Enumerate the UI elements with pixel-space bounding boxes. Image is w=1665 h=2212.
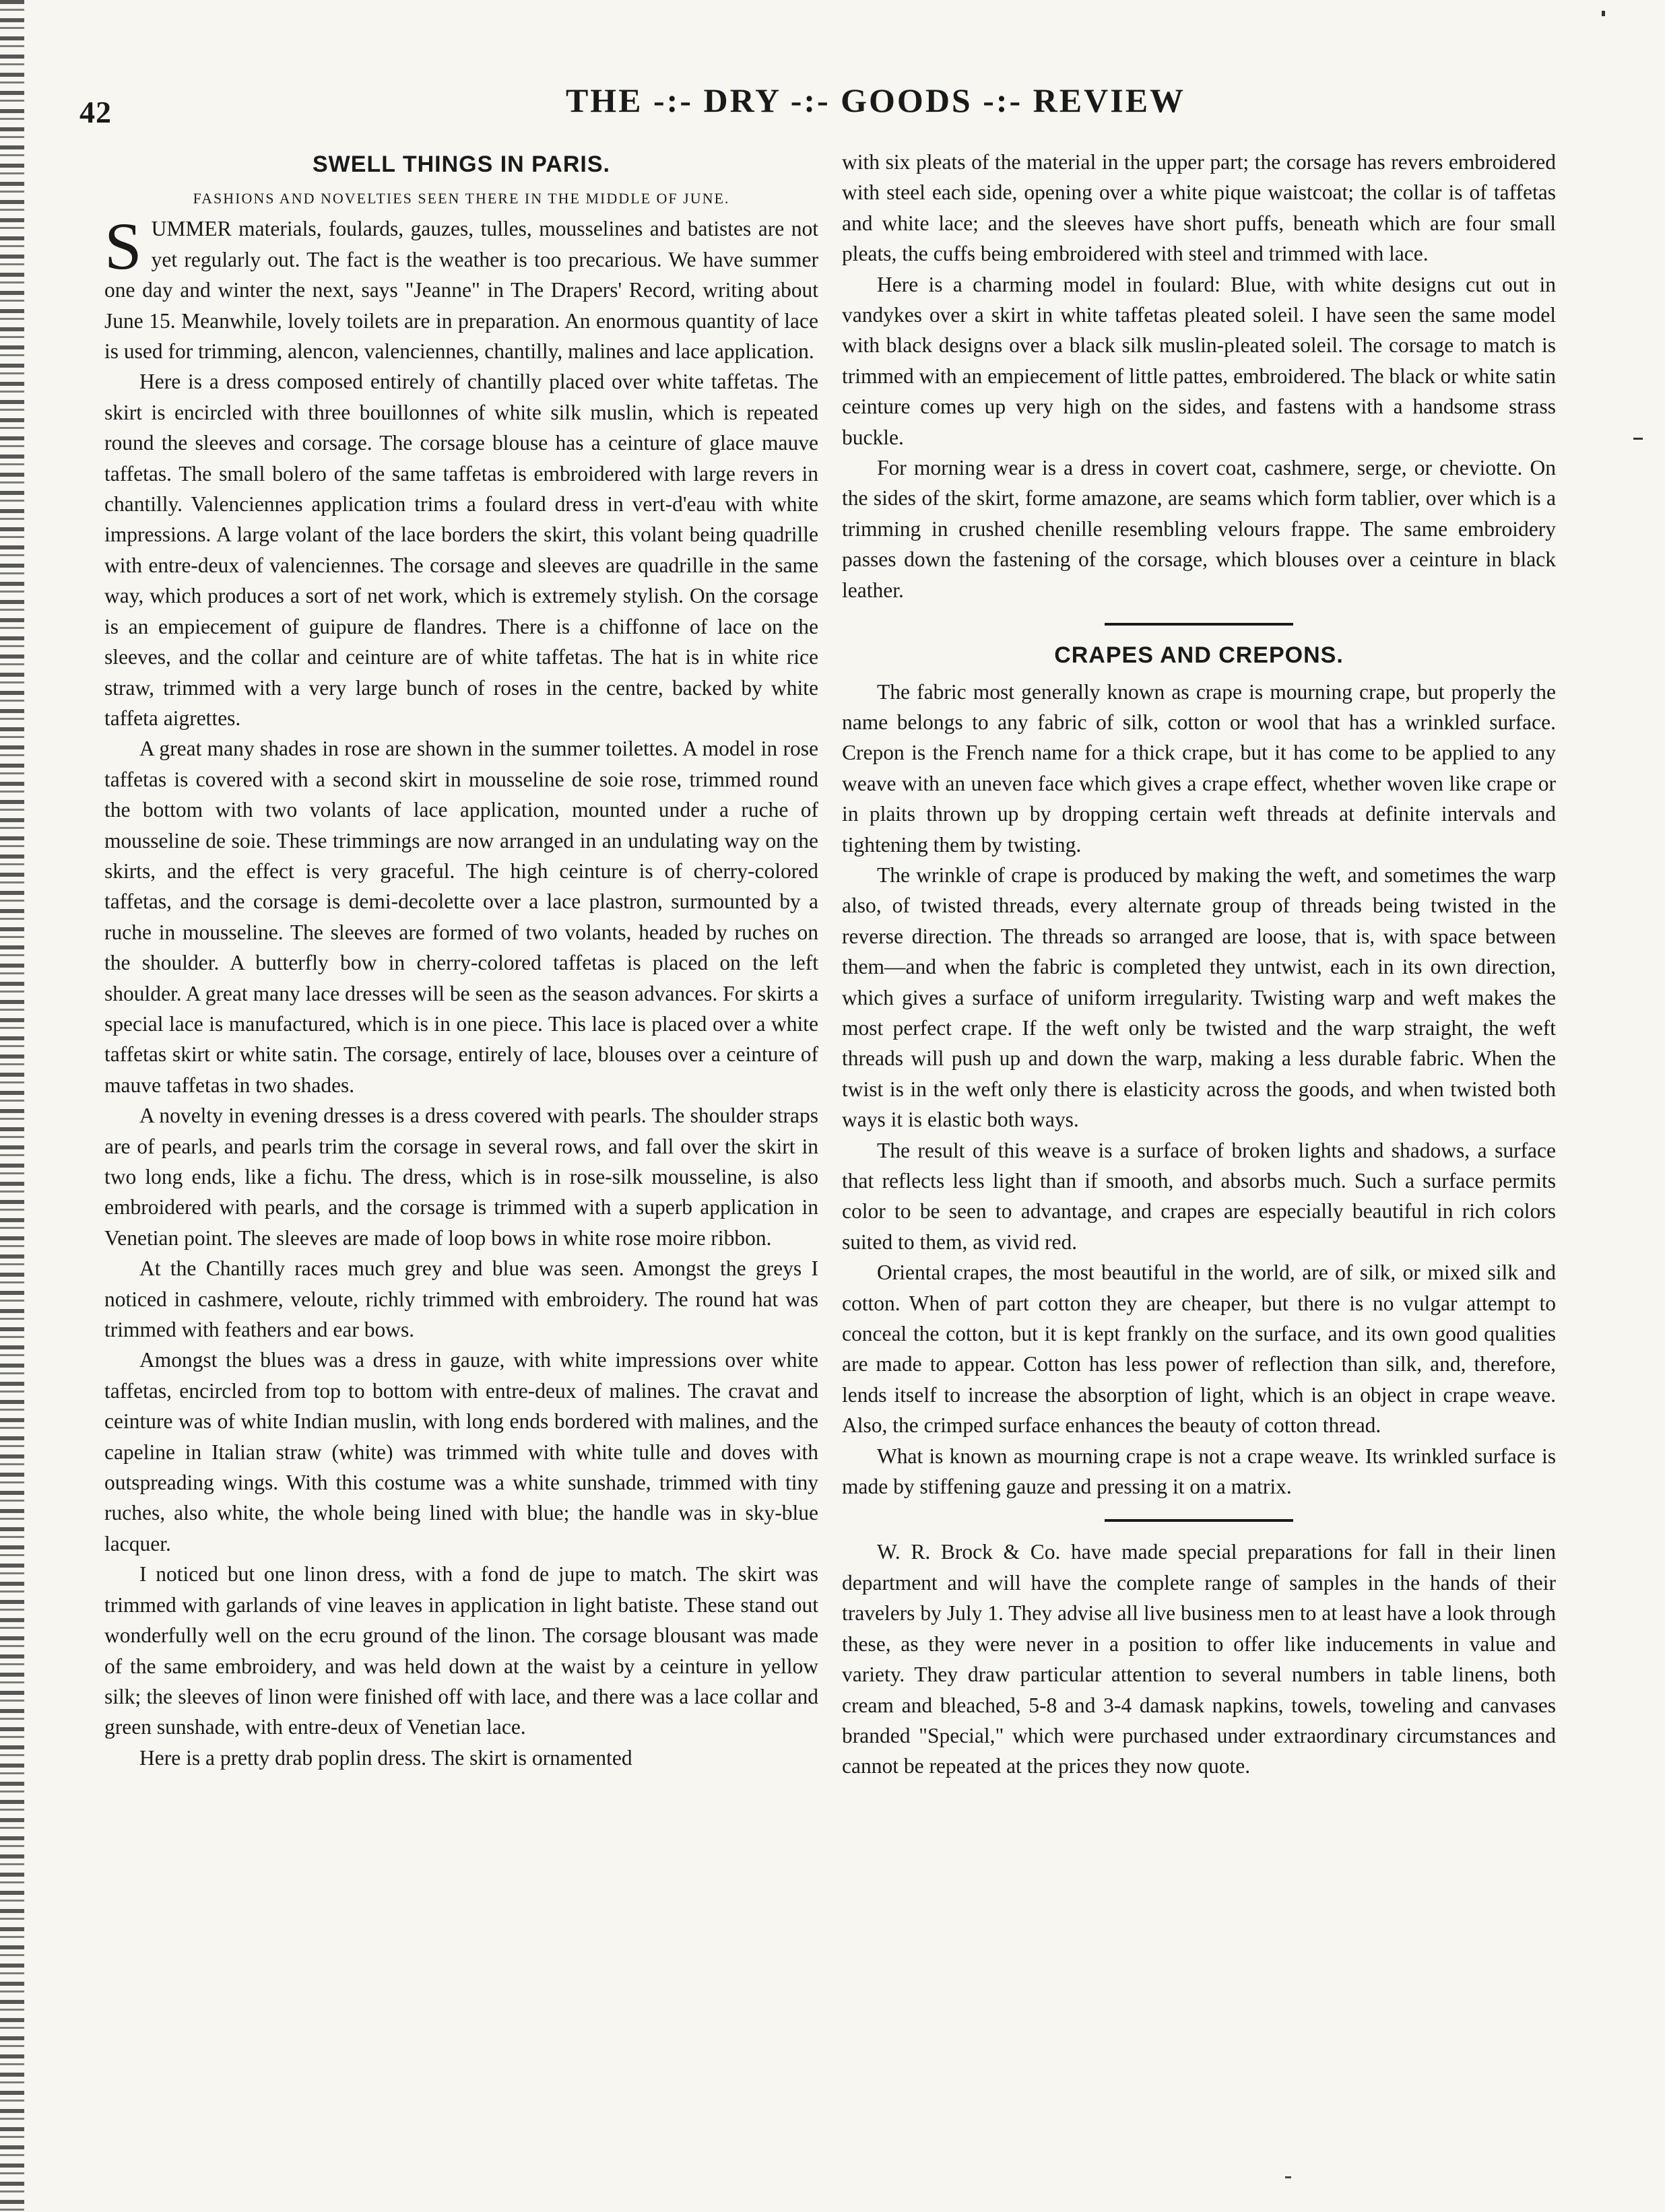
scan-speck	[1285, 2176, 1291, 2178]
article-title-swell-things: SWELL THINGS IN PARIS.	[313, 152, 610, 177]
paragraph: I noticed but one linon dress, with a fond de jupe to match. The skirt was trimmed with garlands of vine leaves in application in light batiste. These stand out wonderfully well on the ecru ground of the linon. The corsage blousant was made of the same embroidery, and was held down at the waist by a ceinture in yellow silk; the sleeves of linon were finished off with lace, and there was a lace collar and green sunshade, with entre-deux of Venetian lace.	[104, 1562, 818, 1739]
section-divider	[1105, 623, 1293, 626]
paragraph: The fabric most generally known as crape is mourning crape, but properly the name belongs to any fabric of silk, cotton or wool that has a wrinkled surface. Crepon is the French name for a thick crape, but it has come to be applied to any weave with an uneven face which gives a crape effect, whether woven like crape or in plaits thrown up by dropping certain weft threads at definite intervals and tightening them by twisting.	[842, 679, 1556, 857]
drop-cap: S	[104, 209, 142, 284]
article-title-crapes: CRAPES AND CREPONS.	[1054, 642, 1344, 669]
paragraph: A great many shades in rose are shown in the summer toilettes. A model in rose taffetas is covered with a second skirt in mousseline de soie rose, trimmed round the bottom with two volants of lace application, mounted under a ruche of mousseline de soie. These trimmings are now arranged in an undulating way on the skirts, and the effect is very graceful. The high ceinture is of cherry-colored taffetas, and the corsage is demi-decolette over a lace plastron, surmounted by a ruche in mousseline. The sleeves are formed of two volants, headed by ruches on the shoulder. A butterfly bow in cherry-colored taffetas is placed on the left shoulder. A great many lace dresses will be seen as the season advances. For skirts a special lace is manufactured, which is in one piece. This lace is placed over a white taffetas skirt or white satin. The corsage, entirely of lace, blouses over a ceinture of mauve taffetas in two shades.	[104, 737, 818, 1097]
paragraph: Amongst the blues was a dress in gauze, with white impressions over white taffetas, encircled from top to bottom with entre-deux of malines. The cravat and ceinture was of white Indian muslin, with long ends bordered with malines, and the capeline in Italian straw (white) was trimmed with white tulle and doves with outspreading wings. With this costume was a white sunshade, trimmed with tiny ruches, also white, the whole being lined with blue; the handle was in sky-blue lacquer.	[104, 1348, 818, 1555]
paragraph-text: materials, foulards, gauzes, tulles, mousselines and batistes are not yet regularly out. The fact is the weather is too precarious. We have summer one day and winter the next, says "Jeanne" in The Drapers' Record, writing about June 15. Meanwhile, lovely toilets are in preparation. An enormous quantity of lace is used for trimming, alencon, valenciennes, chantilly, malines and lace application.	[104, 217, 818, 364]
paragraph: Oriental crapes, the most beautiful in the world, are of silk, or mixed silk and cotton. When of part cotton they are cheaper, but there is no vulgar attempt to conceal the cotton, but it is kept frankly on the surface, and its own good qualities are made to appear. Cotton has less power of reflection than silk, and, therefore, lends itself to increase the absorption of light, which is an object in crape weave. Also, the crimped surface enhances the beauty of cotton thread.	[842, 1261, 1556, 1438]
scan-speck	[1602, 11, 1605, 16]
paragraph: Here is a pretty drab poplin dress. The skirt is ornamented	[139, 1745, 632, 1770]
paragraph: What is known as mourning crape is not a crape weave. Its wrinkled surface is made by stiffening gauze and pressing it on a matrix.	[842, 1444, 1556, 1499]
article-subtitle: FASHIONS AND NOVELTIES SEEN THERE IN THE MIDDLE OF JUNE.	[193, 190, 730, 207]
paragraph: with six pleats of the material in the upper part; the corsage has revers embroidered with steel each side, opening over a white pique waistcoat; the collar is of taffetas and white lace; and the sleeves have short puffs, beneath which are four small pleats, the cuffs being embroidered with steel and trimmed with lace.	[842, 150, 1556, 266]
paragraph: Here is a dress composed entirely of chantilly placed over white taffetas. The skirt is encircled with three bouillonnes of white silk muslin, which is repeated round the sleeves and corsage. The corsage blouse has a ceinture of glace mauve taffetas. The small bolero of the same taffetas is embroidered with large revers in chantilly. Valenciennes application trims a foulard dress in vert-d'eau with white impressions. A large volant of the lace borders the skirt, this volant being quadrille with entre-deux of valenciennes. The corsage and sleeves are quadrille in the same way, which produces a sort of net work, which is extremely stylish. On the corsage is an empiecement of guipure de flandres. There is a chiffonne of lace on the sleeves, and the collar and ceinture are of white taffetas. The hat is in white rice straw, trimmed with a very large bunch of roses in the centre, backed by white taffeta aigrettes.	[104, 370, 818, 730]
page-number: 42	[79, 95, 112, 129]
paragraph: W. R. Brock & Co. have made special preparations for fall in their linen department and will have the complete range of samples in the hands of their travelers by July 1. They advise all live business men to at least have a look through these, as they were never in a position to offer like inducements in value and variety. They draw particular attention to several numbers in table linens, both cream and bleached, 5-8 and 3-4 damask napkins, towels, toweling and canvases branded "Special," which were purchased under extraordinary circumstances and cannot be repeated at the prices they now quote.	[842, 1540, 1556, 1778]
paragraph: For morning wear is a dress in covert coat, cashmere, serge, or cheviotte. On the sides of the skirt, forme amazone, are seams which form tablier, over which is a trimming in crushed chenille resembling velours frappe. The same embroidery passes down the fastening of the corsage, which blouses over a ceinture in black leather.	[842, 456, 1556, 602]
paragraph	[104, 209, 818, 366]
section-divider	[1105, 1519, 1293, 1522]
paragraph: The wrinkle of crape is produced by making the weft, and sometimes the warp also, of twisted threads, every alternate group of threads being twisted in the reverse direction. The threads so arranged are loose, that is, with space between them—and when the fabric is completed they untwist, each in its own direction, which gives a surface of uniform irregularity. Twisting warp and weft makes the most perfect crape. If the weft only be twisted and the warp straight, the weft threads will push up and down the warp, making a less durable fabric. When the twist is in the weft only there is elasticity across the goods, and when twisted both ways it is elastic both ways.	[842, 863, 1556, 1132]
running-head: THE -:- DRY -:- GOODS -:- REVIEW	[565, 81, 1186, 119]
binding-edge-scan	[0, 0, 24, 2212]
paragraph: Here is a charming model in foulard: Blue, with white designs cut out in vandykes over a skirt in white taffetas pleated soleil. I have seen the same model with black designs over a black silk muslin-pleated soleil. The corsage to match is trimmed with an empiecement of little pattes, embroidered. The black or white satin ceinture comes up very high on the sides, and fastens with a handsome strass buckle.	[842, 272, 1556, 449]
paragraph: At the Chantilly races much grey and blue was seen. Amongst the greys I noticed in cashmere, veloute, richly trimmed with embroidery. The round hat was trimmed with feathers and ear bows.	[104, 1256, 818, 1342]
lead-caps: UMMER	[151, 217, 232, 241]
paragraph: A novelty in evening dresses is a dress covered with pearls. The shoulder straps are of pearls, and pearls trim the corsage in several rows, and fall over the skirt in two long ends, like a fichu. The dress, which is in rose-silk mousseline, is also embroidered with pearls, and the corsage is trimmed with a superb application in Venetian point. The sleeves are made of loop bows in white rose moire ribbon.	[104, 1104, 818, 1250]
scan-speck	[1633, 438, 1643, 440]
right-column	[842, 147, 1556, 1782]
left-column	[104, 147, 818, 1773]
paragraph: The result of this weave is a surface of broken lights and shadows, a surface that reflects less light than if smooth, and absorbs much. Such a surface permits color to be seen to advantage, and crapes are especially beautiful in rich colors suited to them, as vivid red.	[842, 1138, 1556, 1254]
